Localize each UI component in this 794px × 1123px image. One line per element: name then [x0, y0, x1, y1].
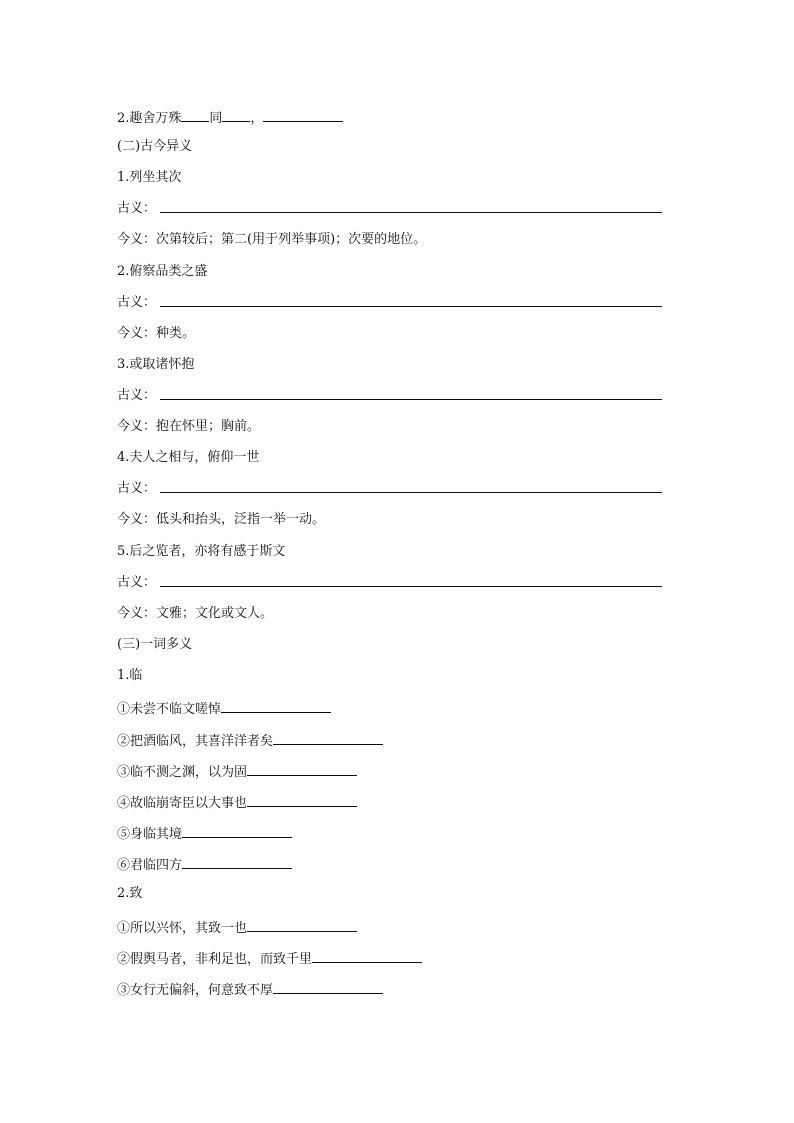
sense-text: ③临不测之渊，以为固 [117, 765, 248, 780]
sense-item [117, 730, 383, 748]
question-text: 同 [209, 111, 223, 126]
gu-yi-label: 古义： [117, 201, 157, 216]
question-text: ， [250, 111, 264, 126]
gu-yi-label: 古义： [117, 295, 157, 310]
section-heading-gujin: (二)古今异义 [117, 139, 193, 154]
term-question: 2.俯察品类之盛 [117, 264, 208, 279]
word-heading-zhi: 2.致 [117, 886, 143, 901]
answer-blank[interactable] [182, 854, 292, 869]
gu-yi-row [117, 294, 677, 312]
sense-item [117, 761, 357, 779]
sense-item [117, 823, 292, 841]
sense-text: ④故临崩寄臣以大事也 [117, 796, 248, 811]
word-heading-lin: 1.临 [117, 668, 143, 683]
sense-text: ③女行无偏斜，何意致不厚 [117, 983, 274, 998]
gu-yi-row [117, 200, 677, 218]
gu-yi-blank[interactable] [160, 574, 662, 587]
gu-yi-blank[interactable] [160, 294, 662, 307]
jin-yi-text: 今义：次第较后；第二(用于列举事项)；次要的地位。 [117, 232, 427, 247]
gu-yi-blank[interactable] [160, 480, 662, 493]
sense-text: ②假舆马者，非利足也，而致千里 [117, 952, 313, 967]
sense-item [117, 792, 357, 810]
sense-text: ①未尝不临文嗟悼 [117, 702, 222, 717]
sense-item [117, 854, 292, 872]
term-question: 3.或取诸怀抱 [117, 357, 195, 372]
answer-blank[interactable] [182, 823, 292, 838]
jin-yi-text: 今义：文雅；文化或文人。 [117, 606, 274, 621]
sense-text: ②把酒临风，其喜洋洋者矣 [117, 734, 274, 749]
term-question: 5.后之览者，亦将有感于斯文 [117, 544, 286, 559]
gu-yi-label: 古义： [117, 388, 157, 403]
gu-yi-blank[interactable] [160, 387, 662, 400]
jin-yi-text: 今义：种类。 [117, 326, 196, 341]
gu-yi-label: 古义： [117, 481, 157, 496]
jin-yi-text: 今义：低头和抬头，泛指一举一动。 [117, 512, 326, 527]
question-line-1 [117, 107, 343, 125]
jin-yi-text: 今义：抱在怀里；胸前。 [117, 419, 261, 434]
gu-yi-row [117, 387, 677, 405]
answer-blank[interactable] [273, 730, 383, 745]
sense-text: ⑤身临其境 [117, 827, 183, 842]
sense-text: ⑥君临四方 [117, 858, 183, 873]
gu-yi-row [117, 574, 677, 592]
answer-blank[interactable] [273, 979, 383, 994]
answer-blank[interactable] [247, 792, 357, 807]
answer-blank[interactable] [312, 948, 422, 963]
term-question: 4.夫人之相与，俯仰一世 [117, 450, 260, 465]
answer-blank[interactable] [247, 917, 357, 932]
sense-item [117, 948, 422, 966]
answer-blank[interactable] [181, 107, 209, 122]
answer-blank[interactable] [222, 107, 250, 122]
gu-yi-blank[interactable] [160, 200, 662, 213]
answer-blank[interactable] [221, 698, 331, 713]
section-heading-yici: (三)一词多义 [117, 637, 193, 652]
sense-item [117, 698, 331, 716]
gu-yi-label: 古义： [117, 575, 157, 590]
answer-blank[interactable] [247, 761, 357, 776]
sense-item [117, 917, 357, 935]
sense-item [117, 979, 383, 997]
gu-yi-row [117, 480, 677, 498]
term-question: 1.列坐其次 [117, 170, 182, 185]
question-text: 2.趣舍万殊 [117, 111, 182, 126]
sense-text: ①所以兴怀，其致一也 [117, 921, 248, 936]
answer-blank[interactable] [263, 107, 343, 122]
